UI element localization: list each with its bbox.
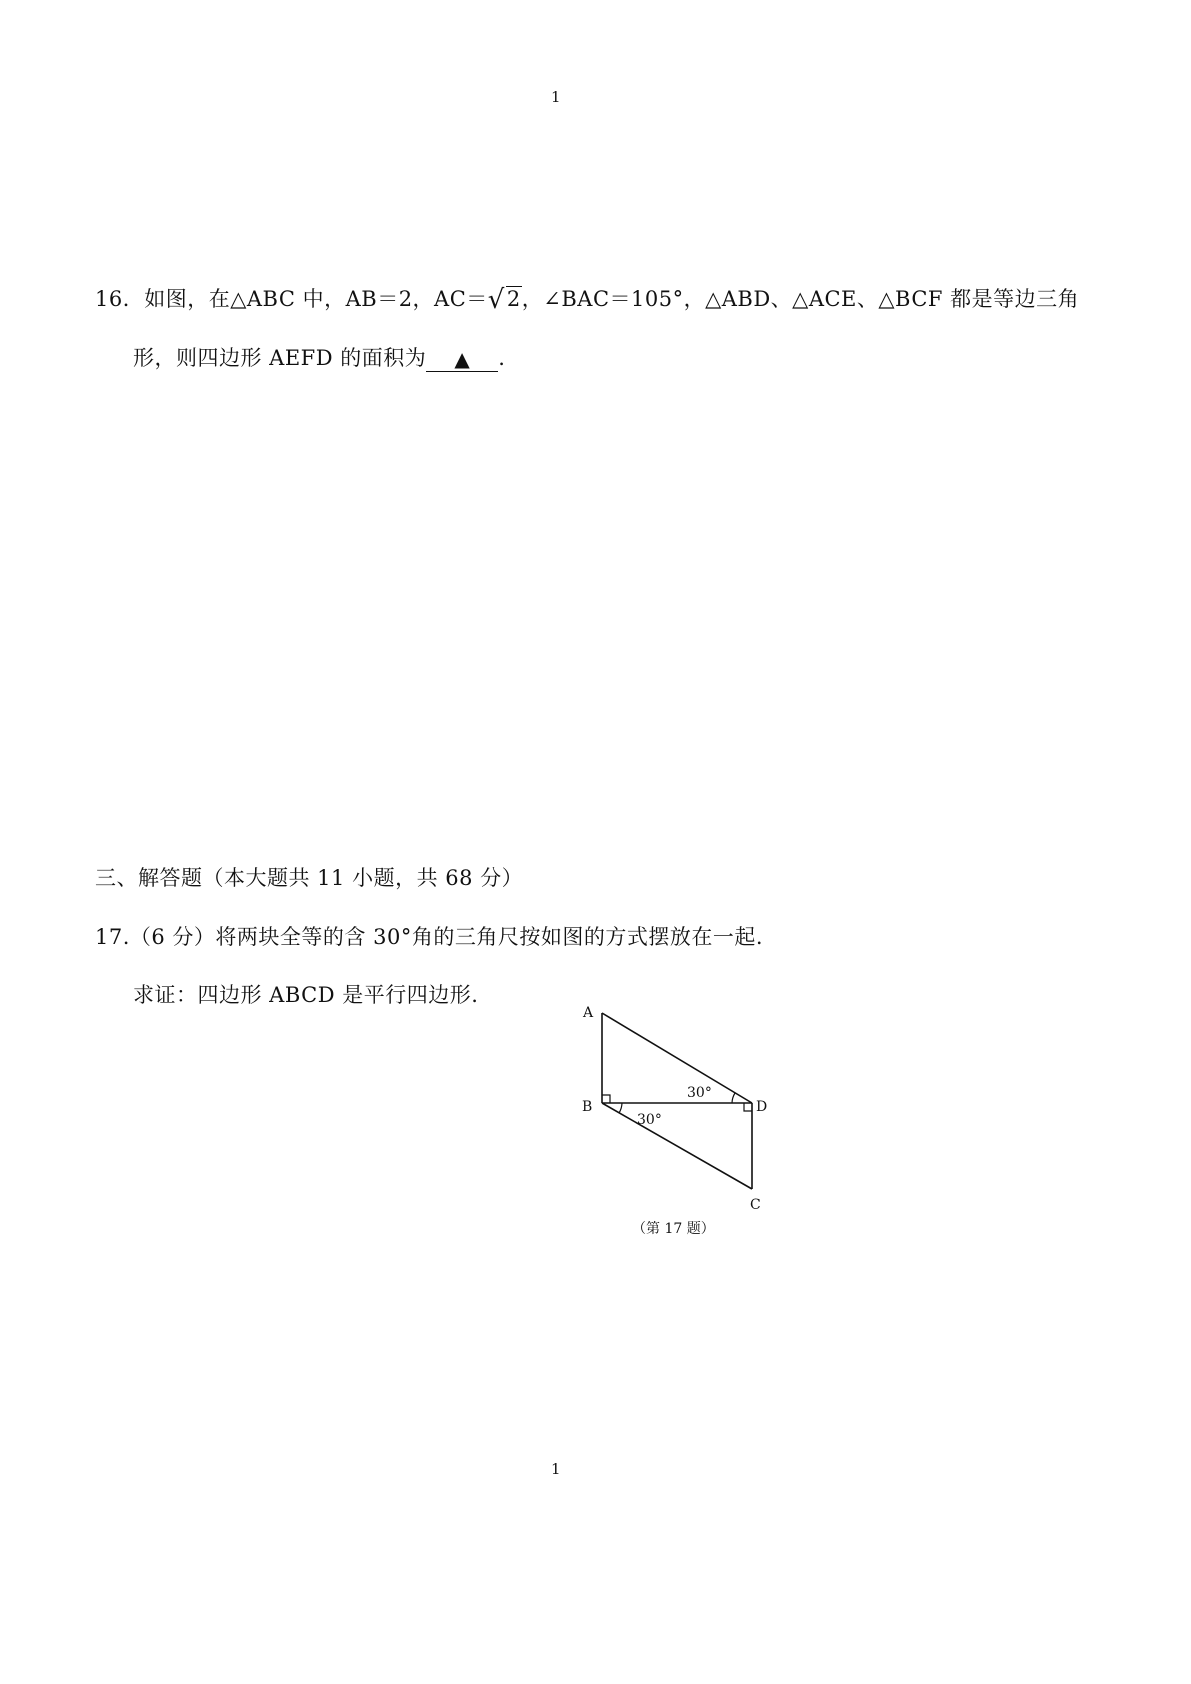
- angle-arc-b: [619, 1103, 622, 1113]
- question-16-text-c: 形，则四边形 AEFD 的面积为: [133, 346, 427, 370]
- label-c: C: [750, 1197, 761, 1213]
- radical-sign: √: [487, 285, 505, 315]
- question-16-line-1: [95, 283, 1079, 313]
- section-3-title: 三、解答题（本大题共 11 小题，共 68 分）: [95, 866, 524, 890]
- angle-label-bottom: 30°: [637, 1112, 662, 1128]
- question-17-figure: [570, 995, 810, 1245]
- question-16-text-b: ，∠BAC＝105°，△ABD、△ACE、△BCF 都是等边三角: [521, 287, 1080, 311]
- segment-bc: [602, 1103, 752, 1189]
- question-17-prove: 求证：四边形 ABCD 是平行四边形.: [133, 983, 479, 1007]
- question-16-line-2: [133, 342, 505, 372]
- figure-caption: （第 17 题）: [632, 1221, 715, 1237]
- label-b: B: [582, 1099, 593, 1115]
- right-angle-mark-b: [602, 1095, 610, 1103]
- header-page-number: 1: [551, 88, 561, 106]
- label-a: A: [583, 1005, 594, 1021]
- right-angle-mark-d: [744, 1103, 752, 1111]
- question-16-text-a: 16．如图，在△ABC 中，AB＝2，AC＝: [95, 287, 488, 311]
- question-16-period: .: [498, 346, 506, 370]
- segment-ad: [602, 1013, 752, 1103]
- question-17-statement: 17.（6 分）将两块全等的含 30°角的三角尺按如图的方式摆放在一起.: [95, 925, 764, 949]
- radicand: 2: [506, 287, 521, 311]
- sqrt-expression: [487, 285, 522, 315]
- answer-blank: [426, 347, 498, 372]
- angle-label-top: 30°: [687, 1085, 712, 1101]
- footer-page-number: 1: [551, 1460, 561, 1478]
- angle-arc-d: [732, 1093, 735, 1103]
- triangle-marker-icon: ▲: [454, 347, 471, 371]
- label-d: D: [756, 1099, 768, 1115]
